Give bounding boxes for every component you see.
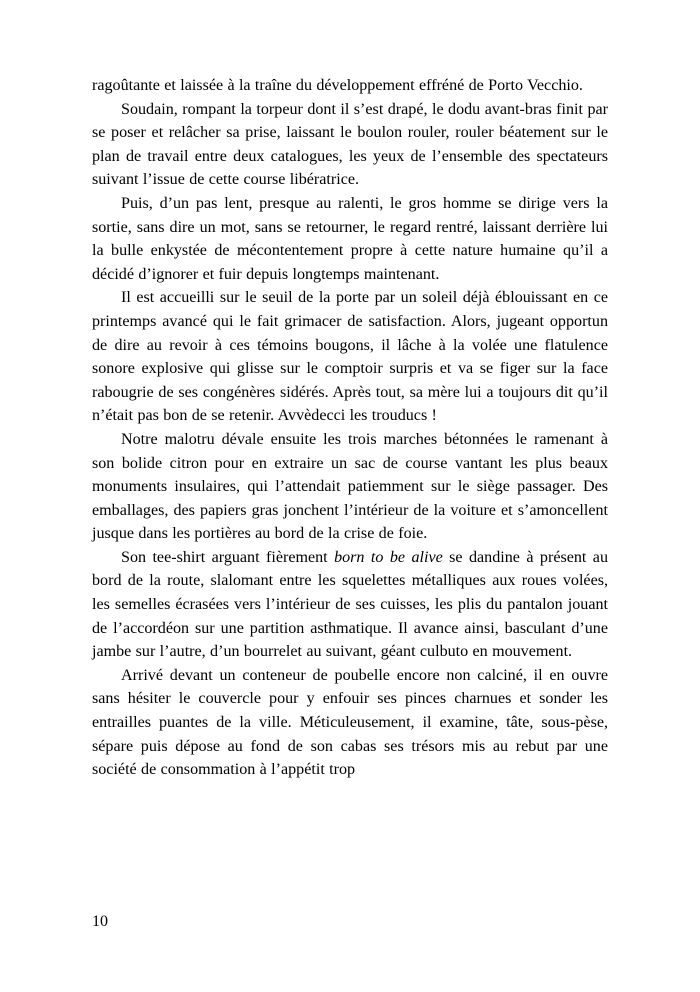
text-run: Puis, d’un pas lent, presque au ralenti, le gros homme se dirige vers la sortie, sans dire un mot, sans se retourner, le regard rentré, laissant derrière lui la bulle enkystée de mécontentement propre à cette nature humaine qu’il a décidé d’ignorer et fuir depuis longtemps maintenant.	[92, 194, 608, 283]
text-run: se dandine à présent au bord de la route, slalomant entre les squelettes métalliques aux roues volées, les semelles écrasées vers l’intérieur de ses cuisses, les plis du pantalon jouant de l’accordéon sur une partition asthmatique. Il avance ainsi, basculant d’une jambe sur l’autre, d’un bourrelet au suivant, géant culbuto en mouvement.	[92, 548, 608, 661]
text-run: Notre malotru dévale ensuite les trois marches bétonnées le ramenant à son bolide citron pour en extraire un sac de course vantant les plus beaux monuments insulaires, qui l’attendait patiemment sur le siège passager. Des emballages, des papiers gras jonchent l’intérieur de la voiture et s’amoncellent jusque dans les portières au bord de la crise de foie.	[92, 430, 608, 543]
text-run: Arrivé devant un conteneur de poubelle encore non calciné, il en ouvre sans hésiter le couvercle pour y enfouir ses pinces charnues et sonder les entrailles puantes de la ville. Méticuleusement, il examine, tâte, sous-pèse, sépare puis dépose au fond de son cabas ses trésors mis au rebut par une société de consommation à l’appétit trop	[92, 666, 608, 779]
text-run: Il est accueilli sur le seuil de la porte par un soleil déjà éblouissant en ce printemps avancé qui le fait grimacer de satisfaction. Alors, jugeant opportun de dire au revoir à ces témoins bougons, il lâche à la volée une flatulence sonore explosive qui glisse sur le comptoir surpris et va se figer sur la face rabougrie de ses congénères sidérés. Après tout, sa mère lui a toujours dit qu’il n’était pas bon de se retenir. Avvèdecci les trouducs !	[92, 289, 608, 425]
body-paragraph	[92, 286, 608, 428]
body-paragraph	[92, 428, 608, 546]
body-text-block	[92, 74, 608, 782]
text-run: Son tee-shirt arguant fièrement	[121, 548, 335, 566]
body-paragraph	[92, 98, 608, 192]
body-paragraph	[92, 546, 608, 664]
text-run: ragoûtante et laissée à la traîne du développement effréné de Porto Vecchio.	[92, 77, 583, 94]
text-run: Soudain, rompant la torpeur dont il s’est drapé, le dodu avant-bras finit par se poser et relâcher sa prise, laissant le boulon rouler, rouler béatement sur le plan de travail entre deux catalogues, les yeux de l’ensemble des spectateurs suivant l’issue de cette course libératrice.	[92, 100, 608, 189]
page-number: 10	[92, 913, 109, 930]
body-paragraph	[92, 74, 608, 98]
body-paragraph	[92, 192, 608, 286]
body-paragraph	[92, 664, 608, 782]
italic-text-run: born to be alive	[334, 548, 443, 566]
